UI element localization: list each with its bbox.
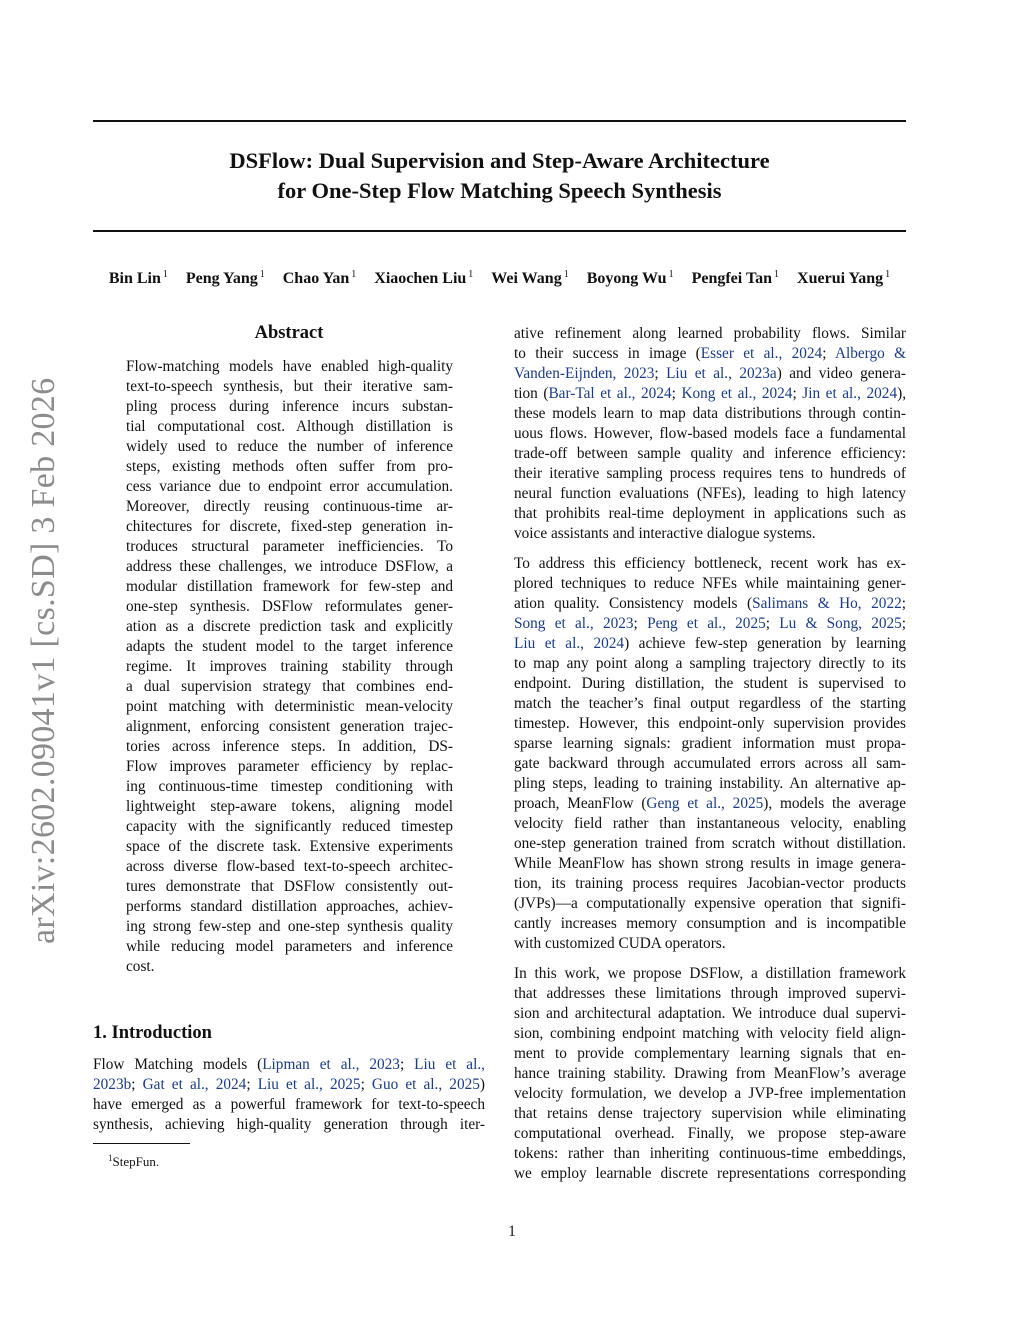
text-span: uous flows. However, flow-based models face a fundamental xyxy=(514,425,906,442)
text-span: ) and video genera- xyxy=(776,365,906,382)
intro-paragraph xyxy=(93,1055,485,1135)
citation-link[interactable]: Gat et al., 2024 xyxy=(142,1076,247,1093)
body-paragraph xyxy=(514,554,906,954)
text-span: tion ( xyxy=(514,385,549,402)
text-span: timestep. However, this endpoint-only supervision provides xyxy=(514,715,906,732)
text-span: sion and architectural adaptation. We introduce dual supervi- xyxy=(514,1005,906,1022)
abstract-paragraph xyxy=(126,357,453,977)
text-line xyxy=(514,1164,906,1184)
text-line: cess variance due to endpoint error accumulation. xyxy=(126,478,453,495)
text-line: tial computational cost. Although distillation is xyxy=(126,418,453,435)
text-span: ), xyxy=(897,385,907,402)
text-span: ; xyxy=(654,365,667,382)
intro-body-left xyxy=(93,1055,485,1135)
text-span: with customized CUDA operators. xyxy=(514,935,726,952)
text-line xyxy=(514,1084,906,1104)
text-line xyxy=(93,1095,485,1115)
footnote-rule xyxy=(93,1143,190,1144)
text-line xyxy=(514,674,906,694)
citation-link[interactable]: Kong et al., 2024 xyxy=(681,385,793,402)
text-span: to their success in image ( xyxy=(514,345,701,362)
text-line: address these challenges, we introduce DSFlow, a xyxy=(126,558,453,575)
text-line xyxy=(514,364,906,384)
text-line xyxy=(514,614,906,634)
citation-link[interactable]: Liu et al., 2023a xyxy=(666,365,777,382)
text-span: that retains dense trajectory supervision while eliminating xyxy=(514,1105,906,1122)
text-span: (JVPs)—a computationally expensive operation that signifi- xyxy=(514,895,906,912)
abstract-heading: Abstract xyxy=(254,323,324,343)
text-span: to map any point along a sampling trajectory directly to its xyxy=(514,655,906,672)
text-span: ), models the average xyxy=(763,795,906,812)
citation-link[interactable]: Lipman et al., 2023 xyxy=(262,1056,400,1073)
citation-link[interactable]: Esser et al., 2024 xyxy=(700,345,823,362)
title-rule-bottom xyxy=(93,230,906,232)
text-line: modular distillation framework for few-step and xyxy=(126,578,453,595)
citation-link[interactable]: Liu et al., xyxy=(414,1056,485,1073)
text-line xyxy=(514,934,906,954)
text-span: that addresses these limitations through improved supervi- xyxy=(514,985,906,1002)
text-line xyxy=(93,1115,485,1135)
text-line xyxy=(514,1024,906,1044)
text-span: hance training stability. Drawing from MeanFlow’s average xyxy=(514,1065,906,1082)
text-span: While MeanFlow has shown strong results in image genera- xyxy=(514,855,906,872)
text-line: troduces structural parameter inefficiencies. To xyxy=(126,538,453,555)
text-line: a dual supervision strategy that combines end- xyxy=(126,678,453,695)
text-span: ) achieve few-step generation by learning xyxy=(624,635,906,652)
title-line-1: DSFlow: Dual Supervision and Step-Aware Architecture xyxy=(229,148,770,173)
text-span: one-step generation trained from scratch without distillation. xyxy=(514,835,906,852)
author: Pengfei Tan $^1$ xyxy=(691,269,780,287)
text-line xyxy=(514,404,906,424)
text-span: pling steps, leading to training instability. An alternative ap- xyxy=(514,775,906,792)
text-span: ; xyxy=(901,615,907,632)
text-line: adapts the student model to the target inference xyxy=(126,638,453,655)
text-line xyxy=(514,984,906,1004)
author-list xyxy=(93,264,906,290)
text-line: point matching with deterministic mean-velocity xyxy=(126,698,453,715)
text-line xyxy=(514,1124,906,1144)
text-line xyxy=(514,444,906,464)
text-span: we employ learnable discrete representations corresponding xyxy=(514,1165,906,1182)
author: Xuerui Yang $^1$ xyxy=(797,269,891,287)
text-span: Flow Matching models ( xyxy=(93,1056,263,1073)
text-span: proach, MeanFlow ( xyxy=(514,795,647,812)
text-line xyxy=(514,754,906,774)
author: Xiaochen Liu $^1$ xyxy=(374,269,474,287)
author: Bin Lin $^1$ xyxy=(108,269,168,287)
text-line xyxy=(514,894,906,914)
text-line xyxy=(93,1075,485,1095)
text-line: pling process during inference incurs substan- xyxy=(126,398,453,415)
text-span: tokens: rather than inheriting continuous-time embeddings, xyxy=(514,1145,906,1162)
text-line: performs standard distillation approaches, achiev- xyxy=(126,898,453,915)
citation-link[interactable]: Liu et al., 2024 xyxy=(514,635,625,652)
text-span: ; xyxy=(246,1076,258,1093)
author: Boyong Wu $^1$ xyxy=(586,269,674,287)
text-line xyxy=(93,1055,485,1075)
text-line xyxy=(514,384,906,404)
text-span: ; xyxy=(822,345,835,362)
text-line xyxy=(514,634,906,654)
text-line xyxy=(514,324,906,344)
arxiv-watermark: arXiv:2602.09041v1 [cs.SD] 3 Feb 2026 xyxy=(25,377,62,944)
text-line xyxy=(514,1044,906,1064)
abstract-body xyxy=(126,357,453,977)
citation-link[interactable]: Salimans & Ho, 2022 xyxy=(752,595,902,612)
citation-link[interactable]: Jin et al., 2024 xyxy=(802,385,898,402)
text-span: ; xyxy=(399,1056,415,1073)
text-span: ; xyxy=(671,385,682,402)
text-span: To address this efficiency bottleneck, recent work has ex- xyxy=(514,555,906,572)
text-line xyxy=(514,464,906,484)
text-line xyxy=(514,814,906,834)
text-span: ; xyxy=(633,615,648,632)
text-line xyxy=(514,1004,906,1024)
text-line: across diverse flow-based text-to-speech architec- xyxy=(126,858,453,875)
text-span: ; xyxy=(360,1076,372,1093)
text-span: ment to provide complementary learning signals that en- xyxy=(514,1045,906,1062)
intro-body-right xyxy=(514,324,906,1184)
text-span: tion, its training process requires Jacobian-vector products xyxy=(514,875,906,892)
citation-link[interactable]: Vanden-Eijnden, 2023 xyxy=(514,365,655,382)
text-line xyxy=(514,874,906,894)
text-line: widely used to reduce the number of inference xyxy=(126,438,453,455)
text-line xyxy=(514,504,906,524)
citation-link[interactable]: 2023b xyxy=(93,1076,132,1093)
citation-link[interactable]: Lu & Song, 2025 xyxy=(779,615,902,632)
text-line: ing continuous-time timestep conditioning with xyxy=(126,778,453,795)
author: Wei Wang $^1$ xyxy=(491,269,569,287)
text-span: ; xyxy=(792,385,803,402)
citation-link[interactable]: Albergo & xyxy=(834,345,907,362)
text-line: ation as a discrete prediction task and explicitly xyxy=(126,618,453,635)
text-span: ; xyxy=(901,595,907,612)
text-line: regime. It improves training stability through xyxy=(126,658,453,675)
text-span: have emerged as a powerful framework for text-to-speech xyxy=(93,1096,485,1113)
text-line: cost. xyxy=(126,958,155,975)
text-span: voice assistants and interactive dialogue systems. xyxy=(514,525,816,542)
text-span: computational overhead. Finally, we propose step-aware xyxy=(514,1125,906,1142)
text-span: match the teacher’s final output regardless of the starting xyxy=(514,695,906,712)
text-span: these models learn to map data distributions through contin- xyxy=(514,405,906,422)
text-line: alignment, enforcing consistent generation trajec- xyxy=(126,718,453,735)
citation-link[interactable]: Liu et al., 2025 xyxy=(257,1076,361,1093)
text-span: ) xyxy=(479,1076,486,1093)
paper-title xyxy=(93,146,906,206)
body-paragraph xyxy=(514,324,906,544)
text-span: velocity field rather than instantaneous velocity, enabling xyxy=(514,815,906,832)
text-span: endpoint. During distillation, the student is supervised to xyxy=(514,675,906,692)
footnote: $^1$StepFun. xyxy=(108,1153,160,1169)
page-number: 1 xyxy=(508,1223,516,1240)
text-line xyxy=(514,654,906,674)
text-line: space of the discrete task. Extensive experiments xyxy=(126,838,453,855)
author: Peng Yang $^1$ xyxy=(185,269,265,287)
text-line xyxy=(514,774,906,794)
text-line: tories across inference steps. In addition, DS- xyxy=(126,738,453,755)
text-span: sparse learning signals: gradient information must propa- xyxy=(514,735,906,752)
text-span: ation quality. Consistency models ( xyxy=(514,595,753,612)
text-line xyxy=(514,1104,906,1124)
text-span: ative refinement along learned probability flows. Similar xyxy=(514,325,906,342)
text-line xyxy=(514,554,906,574)
section-heading-introduction: 1. Introduction xyxy=(93,1023,212,1043)
title-rule-top xyxy=(93,120,906,122)
text-span: velocity formulation, we develop a JVP-free implementation xyxy=(514,1085,906,1102)
text-line: Flow improves parameter efficiency by replac- xyxy=(126,758,453,775)
text-line: steps, existing methods often suffer from pro- xyxy=(126,458,453,475)
text-line: Moreover, directly reusing continuous-time ar- xyxy=(126,498,453,515)
text-line: capacity with the significantly reduced timestep xyxy=(126,818,453,835)
text-line xyxy=(514,1064,906,1084)
text-line: chitectures for discrete, fixed-step generation in- xyxy=(126,518,453,535)
text-line xyxy=(514,424,906,444)
citation-link[interactable]: Guo et al., 2025 xyxy=(371,1076,480,1093)
text-line xyxy=(514,694,906,714)
text-span: ; xyxy=(765,615,780,632)
text-span: their iterative sampling process requires tens to hundreds of xyxy=(514,465,906,482)
text-line xyxy=(514,524,906,544)
text-line: lightweight step-aware tokens, aligning model xyxy=(126,798,453,815)
body-paragraph xyxy=(514,964,906,1184)
text-line xyxy=(514,344,906,364)
text-span: gate backward through accumulated errors across all sam- xyxy=(514,755,906,772)
text-line: while reducing model parameters and inference xyxy=(126,938,453,955)
text-line xyxy=(514,854,906,874)
citation-link[interactable]: Geng et al., 2025 xyxy=(646,795,764,812)
citation-link[interactable]: Peng et al., 2025 xyxy=(647,615,766,632)
text-span: neural function evaluations (NFEs), leading to high latency xyxy=(514,485,906,502)
text-span: that prohibits real-time deployment in applications such as xyxy=(514,505,906,522)
text-line xyxy=(514,594,906,614)
text-span: plored techniques to reduce NFEs while maintaining gener- xyxy=(514,575,906,592)
text-line xyxy=(514,1144,906,1164)
text-line xyxy=(514,834,906,854)
text-line xyxy=(514,574,906,594)
citation-link[interactable]: Song et al., 2023 xyxy=(514,615,634,632)
author: Chao Yan $^1$ xyxy=(282,269,357,287)
text-span: synthesis, achieving high-quality generation through iter- xyxy=(93,1116,485,1133)
text-line: one-step synthesis. DSFlow reformulates gener- xyxy=(126,598,453,615)
text-line xyxy=(514,714,906,734)
citation-link[interactable]: Bar-Tal et al., 2024 xyxy=(548,385,672,402)
text-line xyxy=(514,964,906,984)
text-span: cantly increases memory consumption and is incompatible xyxy=(514,915,906,932)
text-line xyxy=(514,734,906,754)
text-span: In this work, we propose DSFlow, a distillation framework xyxy=(514,965,906,982)
text-span: trade-off between sample quality and inference efficiency: xyxy=(514,445,906,462)
text-span: sion, combining endpoint matching with velocity field align- xyxy=(514,1025,906,1042)
text-line: tures demonstrate that DSFlow consistently out- xyxy=(126,878,453,895)
text-line xyxy=(514,914,906,934)
title-line-2: for One-Step Flow Matching Speech Synthesis xyxy=(277,178,722,203)
text-line xyxy=(514,484,906,504)
text-span: ; xyxy=(131,1076,143,1093)
text-line: Flow-matching models have enabled high-quality xyxy=(126,358,453,375)
text-line: text-to-speech synthesis, but their iterative sam- xyxy=(126,378,453,395)
text-line xyxy=(514,794,906,814)
text-line: ing strong few-step and one-step synthesis quality xyxy=(126,918,453,935)
